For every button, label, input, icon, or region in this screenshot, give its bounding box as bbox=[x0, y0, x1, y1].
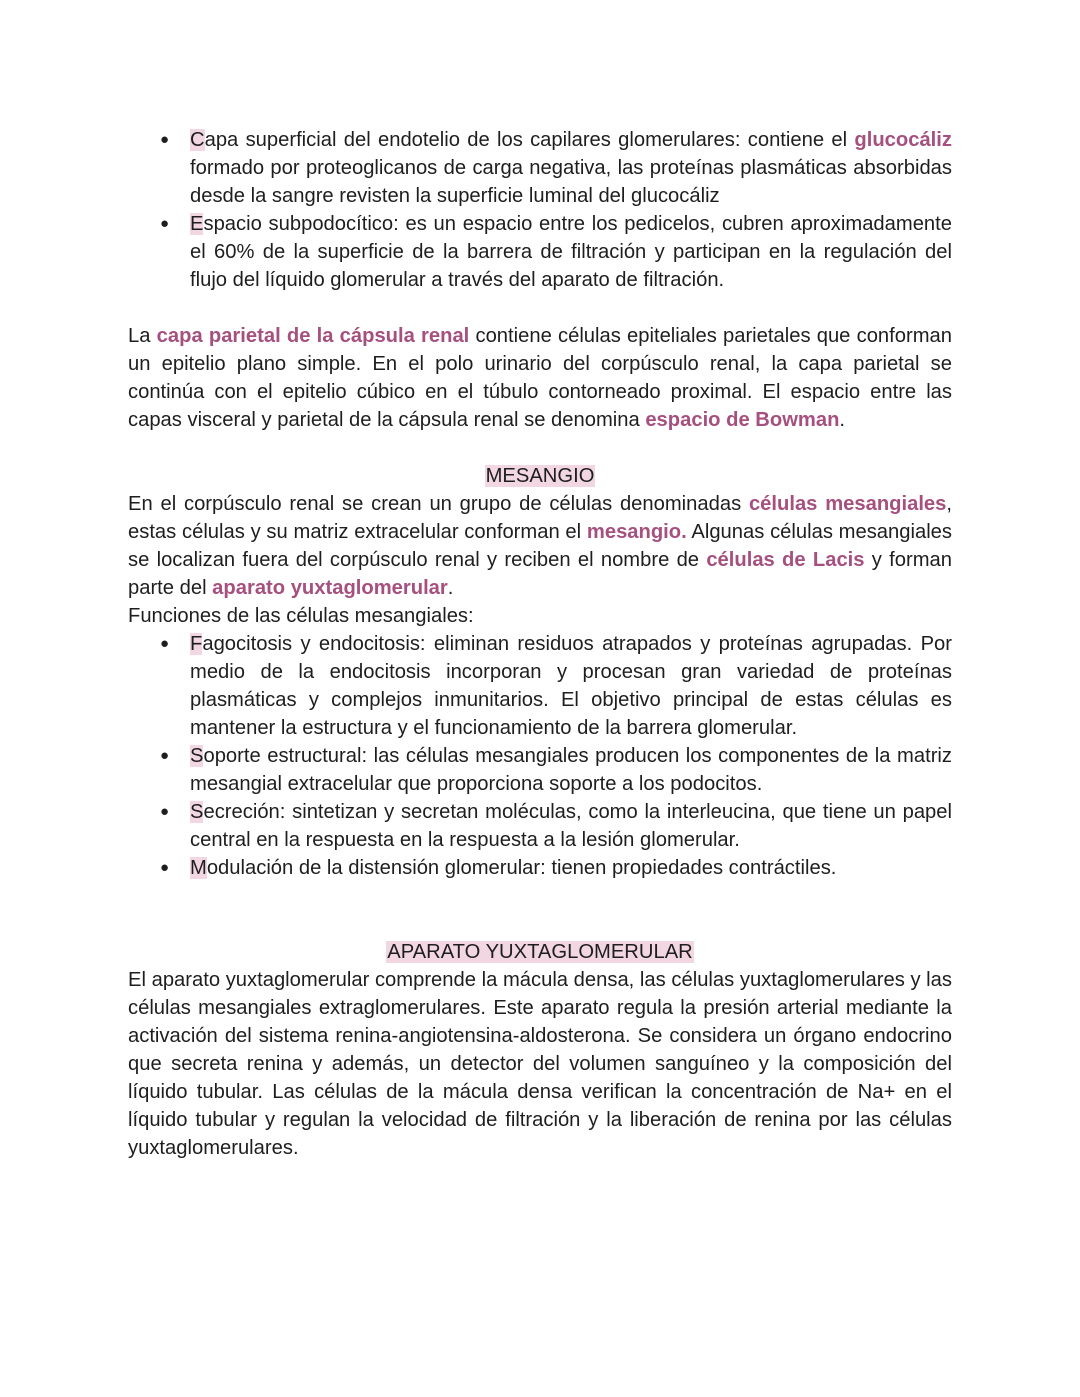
list-item bbox=[160, 210, 952, 294]
keyword-glucocaliz: glucocáliz bbox=[854, 129, 952, 151]
document-page bbox=[128, 126, 952, 1162]
bullet-icon: ● bbox=[160, 747, 170, 764]
highlighted-initial: S bbox=[190, 801, 204, 823]
bullet-icon: ● bbox=[160, 803, 170, 820]
keyword-celulas-mesangiales: células mesangiales bbox=[748, 493, 947, 515]
paragraph-text: . bbox=[839, 409, 846, 431]
functions-title: Funciones de las células mesangiales: bbox=[128, 605, 474, 627]
section-heading-aparato-yuxtaglomerular bbox=[128, 938, 952, 966]
keyword-espacio-bowman: espacio de Bowman bbox=[645, 409, 840, 431]
bullet-icon: ● bbox=[160, 859, 170, 876]
list-item-text: ecreción: sintetizan y secretan moléculas, como la interleucina, que tiene un papel central en la respuesta en la respuesta a la lesión glomerular. bbox=[190, 801, 952, 851]
list-item bbox=[160, 126, 952, 210]
highlighted-initial: S bbox=[190, 745, 204, 767]
list-item-text: spacio subpodocítico: es un espacio entre los pedicelos, cubren aproximadamente el 60% de la superficie de la barrera de filtración y participan en la regulación del flujo del líquido glomerular a través del aparato de filtración. bbox=[190, 213, 952, 291]
keyword-celulas-lacis: células de Lacis bbox=[706, 549, 865, 571]
list-item-text: formado por proteoglicanos de carga negativa, las proteínas plasmáticas absorbidas desde la sangre revisten la superficie luminal del glucocáliz bbox=[190, 157, 952, 207]
highlighted-initial: C bbox=[190, 129, 205, 151]
list-item-text: oporte estructural: las células mesangiales producen los componentes de la matriz mesangial extracelular que proporciona soporte a los podocitos. bbox=[190, 745, 952, 795]
paragraph-text: , estas células y su matriz extracelular conforman el bbox=[128, 493, 952, 543]
section-heading-mesangio bbox=[128, 462, 952, 490]
list-item bbox=[160, 742, 952, 798]
highlighted-initial: F bbox=[190, 633, 203, 655]
paragraph-text: Algunas células mesangiales se localizan fuera del corpúsculo renal y reciben el nombre de bbox=[128, 521, 952, 571]
list-item-text: agocitosis y endocitosis: eliminan residuos atrapados y proteínas agrupadas. Por medio de la endocitosis incorporan y procesan gran variedad de proteínas plasmáticas y complejos inmunitarios. El objetivo principal de estas células es mantener la estructura y el funcionamiento de la barrera glomerular. bbox=[190, 633, 952, 739]
list-item bbox=[160, 630, 952, 742]
paragraph-text: La bbox=[128, 325, 157, 347]
heading-text: APARATO YUXTAGLOMERULAR bbox=[387, 941, 693, 963]
capillary-barrier-list bbox=[128, 126, 952, 294]
highlighted-initial: E bbox=[190, 213, 204, 235]
keyword-mesangio: mesangio. bbox=[586, 521, 687, 543]
aparato-paragraph: El aparato yuxtaglomerular comprende la mácula densa, las células yuxtaglomerulares y las células mesangiales extraglomerulares. Este aparato regula la presión arterial mediante la activación del sistema renina-angiotensina-aldosterona. Se considera un órgano endocrino que secreta renina y además, un detector del volumen sanguíneo y la composición del líquido tubular. Las células de la mácula densa verifican la concentración de Na+ en el líquido tubular y regulan la velocidad de filtración y la liberación de renina por las células yuxtaglomerulares. bbox=[128, 969, 952, 1159]
bullet-icon: ● bbox=[160, 215, 170, 232]
bullet-icon: ● bbox=[160, 635, 170, 652]
mesangial-functions-list bbox=[128, 630, 952, 882]
paragraph-text: . bbox=[447, 577, 454, 599]
mesangio-paragraph bbox=[128, 490, 952, 602]
heading-text: MESANGIO bbox=[485, 465, 595, 487]
list-item-text: odulación de la distensión glomerular: tienen propiedades contráctiles. bbox=[206, 857, 837, 879]
keyword-aparato-yuxtaglomerular: aparato yuxtaglomerular bbox=[212, 577, 448, 599]
paragraph-text: y forman parte del bbox=[128, 549, 952, 599]
list-item bbox=[160, 854, 952, 882]
highlighted-initial: M bbox=[190, 857, 207, 879]
bullet-icon: ● bbox=[160, 131, 170, 148]
list-item bbox=[160, 798, 952, 854]
paragraph-text: contiene células epiteliales parietales que conforman un epitelio plano simple. En el polo urinario del corpúsculo renal, la capa parietal se continúa con el epitelio cúbico en el túbulo contorneado proximal. El espacio entre las capas visceral y parietal de la cápsula renal se denomina bbox=[128, 325, 952, 431]
keyword-capa-parietal: capa parietal de la cápsula renal bbox=[156, 325, 470, 347]
paragraph-text: En el corpúsculo renal se crean un grupo de células denominadas bbox=[128, 493, 749, 515]
parietal-layer-paragraph bbox=[128, 322, 952, 434]
list-item-text: apa superficial del endotelio de los capilares glomerulares: contiene el bbox=[204, 129, 855, 151]
